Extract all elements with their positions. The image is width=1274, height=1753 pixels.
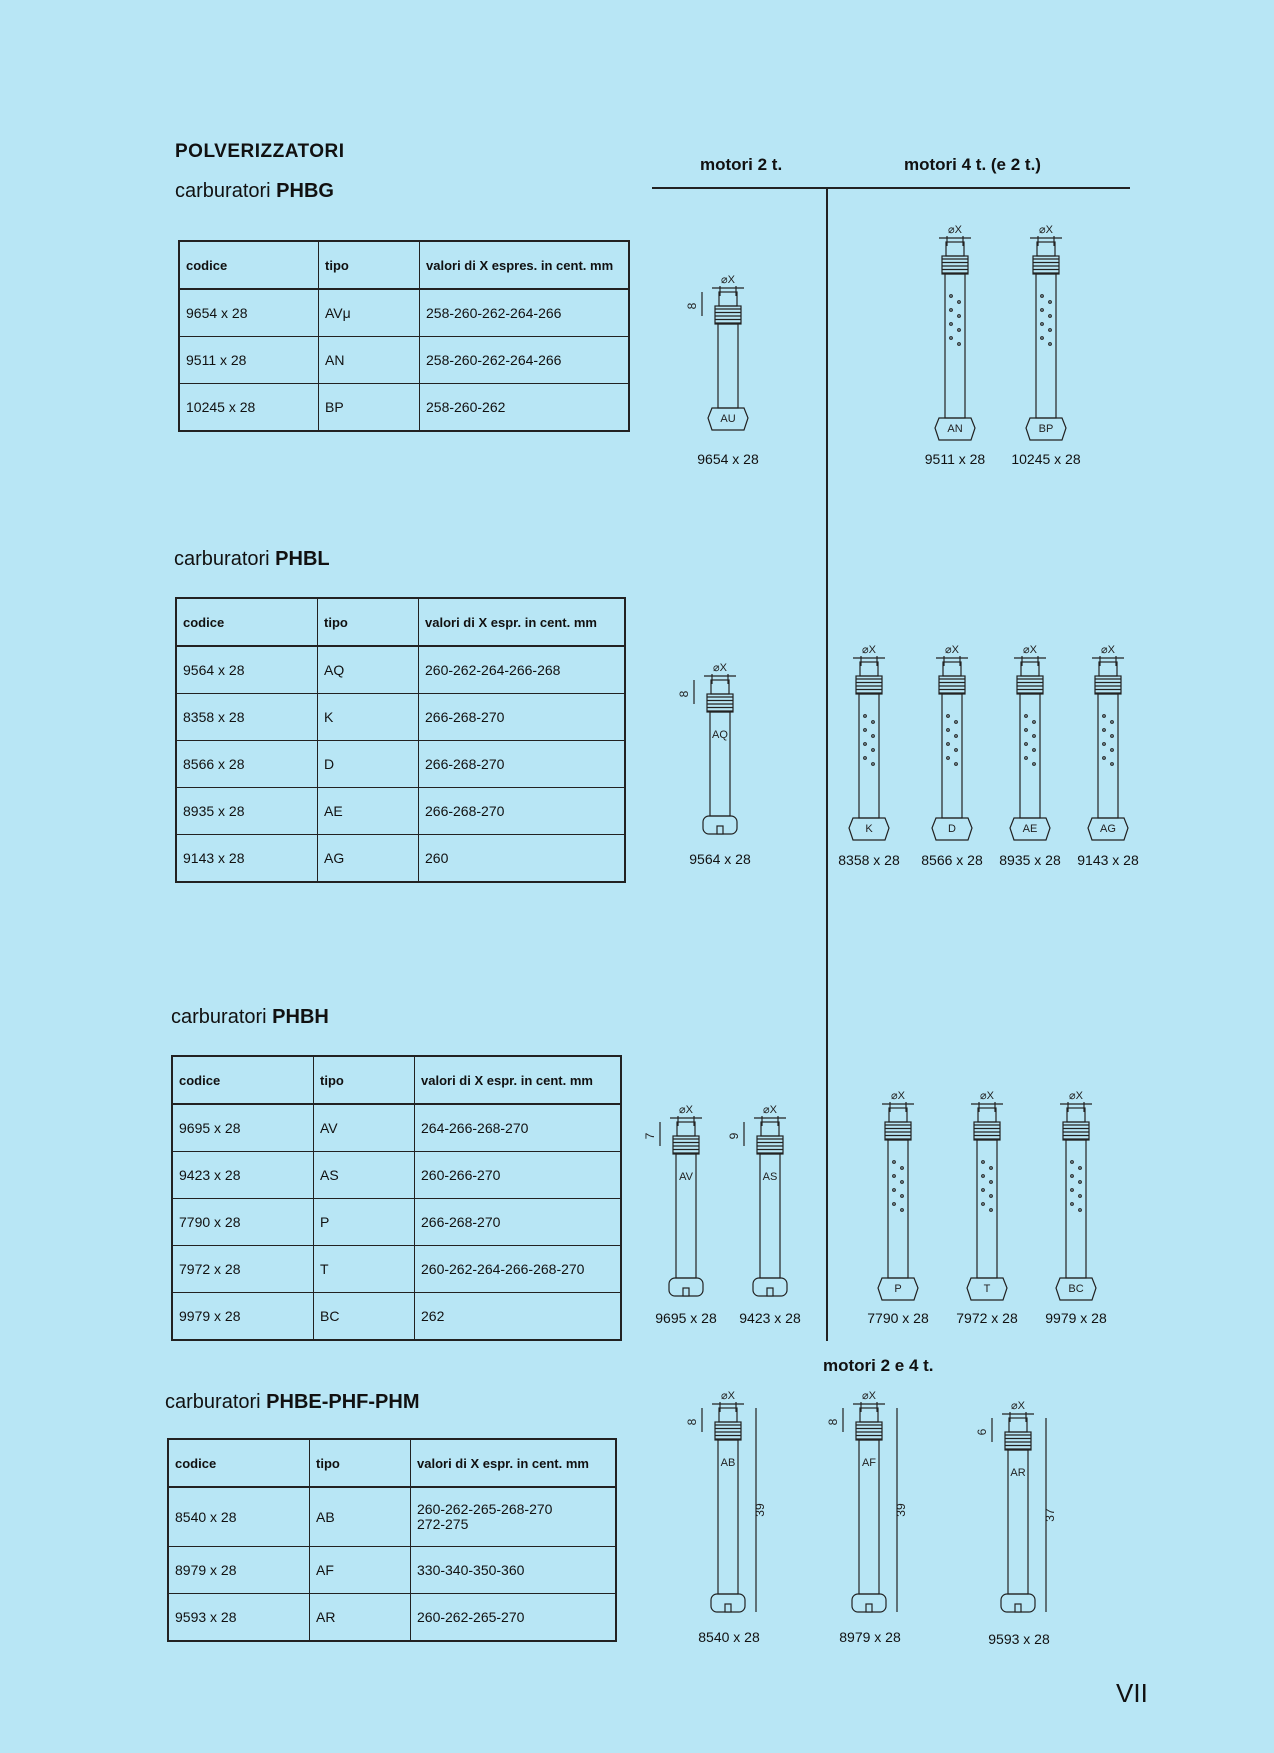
section-name: PHBE-PHF-PHM	[266, 1391, 420, 1413]
jet-drawing	[685, 270, 768, 450]
table-row	[168, 1547, 616, 1594]
dimension-label: 8	[685, 302, 699, 310]
table-row	[168, 1594, 616, 1642]
cell-valori: 258-260-262-264-266	[420, 289, 630, 337]
cell-tipo: AQ	[318, 646, 419, 694]
header-valori: valori di X espr. in cent. mm	[419, 598, 626, 646]
cell-tipo: T	[314, 1246, 415, 1293]
header-codice: codice	[176, 598, 318, 646]
figure-caption: 7790 x 28	[867, 1310, 929, 1326]
dimension-label: 9	[727, 1132, 741, 1140]
table-row	[172, 1199, 621, 1246]
jet-drawing	[1068, 640, 1148, 860]
jet-label: AV	[679, 1171, 693, 1183]
cell-tipo: AB	[310, 1487, 411, 1547]
section-prefix: carburatori	[175, 180, 271, 202]
figure-caption: 8566 x 28	[921, 852, 983, 868]
jet-label: AF	[861, 1457, 877, 1469]
cell-codice: 9423 x 28	[172, 1152, 314, 1199]
jet-drawing	[915, 220, 995, 460]
cell-codice: 9695 x 28	[172, 1104, 314, 1152]
cell-tipo: AR	[310, 1594, 411, 1642]
header-codice: codice	[168, 1439, 310, 1487]
diameter-symbol: ⌀X	[721, 1390, 735, 1402]
cell-valori: 266-268-270	[415, 1199, 622, 1246]
diameter-symbol: ⌀X	[1011, 1400, 1025, 1412]
jet-drawing	[826, 1386, 909, 1636]
table-phbl	[175, 597, 626, 883]
header-codice: codice	[172, 1056, 314, 1104]
cell-tipo: AF	[310, 1547, 411, 1594]
figure-caption: 9511 x 28	[924, 451, 986, 467]
jet-label: AB	[720, 1457, 736, 1469]
section-name: PHBG	[276, 180, 334, 202]
figure-caption: 8358 x 28	[838, 852, 900, 868]
diameter-symbol: ⌀X	[1101, 644, 1115, 656]
jet-label: P	[894, 1283, 902, 1295]
table-row	[179, 384, 629, 432]
cell-valori: 266-268-270	[419, 741, 626, 788]
dimension-label: 8	[826, 1418, 840, 1426]
jet-drawing	[858, 1086, 938, 1320]
jet-label: BP	[1038, 423, 1054, 435]
section-title-phbe	[165, 1391, 420, 1414]
cell-valori	[411, 1487, 617, 1547]
jet-label: AU	[720, 413, 736, 425]
cell-tipo: AS	[314, 1152, 415, 1199]
diameter-symbol: ⌀X	[721, 274, 735, 286]
table-header-row	[168, 1439, 616, 1487]
cell-codice: 8358 x 28	[176, 694, 318, 741]
diameter-symbol: ⌀X	[1039, 224, 1053, 236]
header-tipo: tipo	[310, 1439, 411, 1487]
cell-tipo: K	[318, 694, 419, 741]
figure-caption: 9423 x 28	[739, 1310, 801, 1326]
cell-tipo: D	[318, 741, 419, 788]
dimension-label: 8	[677, 690, 691, 698]
jet-drawing	[1006, 220, 1086, 460]
table-header-row	[172, 1056, 621, 1104]
diameter-symbol: ⌀X	[945, 644, 959, 656]
table-row	[172, 1293, 621, 1341]
figure-caption: 9695 x 28	[655, 1310, 717, 1326]
cell-tipo: BC	[314, 1293, 415, 1341]
cell-valori: 262	[421, 1308, 445, 1324]
header-valori: valori di X espr. in cent. mm	[415, 1056, 622, 1104]
jet-label: BC	[1068, 1283, 1084, 1295]
section-prefix: carburatori	[171, 1006, 267, 1028]
table-row	[176, 788, 625, 835]
diameter-symbol: ⌀X	[862, 1390, 876, 1402]
cell-valori: 330-340-350-360	[411, 1547, 617, 1594]
jet-drawing	[947, 1086, 1027, 1320]
cell-valori-line2: 272-275	[417, 1516, 469, 1532]
cell-valori: 264-266-268-270	[415, 1104, 622, 1152]
figure-caption: 10245 x 28	[1011, 451, 1081, 467]
jet-drawing	[829, 640, 909, 860]
column-header-2e4t: motori 2 e 4 t.	[823, 1356, 934, 1375]
section-prefix: carburatori	[165, 1391, 261, 1413]
length-label: 39	[753, 1503, 767, 1517]
table-row	[172, 1104, 621, 1152]
jet-drawing	[677, 658, 760, 858]
table-row	[179, 337, 629, 384]
cell-valori: 266-268-270	[419, 694, 626, 741]
cell-codice: 9593 x 28	[168, 1594, 310, 1642]
section-prefix: carburatori	[174, 548, 270, 570]
diameter-symbol: ⌀X	[980, 1090, 994, 1102]
cell-codice: 7972 x 28	[172, 1246, 314, 1293]
table-row	[172, 1246, 621, 1293]
jet-drawing	[990, 640, 1070, 860]
dimension-label: 7	[643, 1132, 657, 1140]
cell-codice: 9654 x 28	[179, 289, 319, 337]
cell-codice: 10245 x 28	[179, 384, 319, 432]
jet-label: K	[865, 823, 873, 835]
column-header-4t: motori 4 t. (e 2 t.)	[904, 155, 1041, 174]
page-number: VII	[1116, 1678, 1148, 1708]
diameter-symbol: ⌀X	[763, 1104, 777, 1116]
jet-label: T	[983, 1283, 991, 1295]
jet-drawing	[1036, 1086, 1116, 1320]
jet-drawing	[685, 1386, 768, 1636]
cell-tipo: BP	[319, 384, 420, 432]
diameter-symbol: ⌀X	[1069, 1090, 1083, 1102]
jet-drawing	[643, 1100, 726, 1320]
table-phbe	[167, 1438, 617, 1642]
cell-valori: 260-262-265-270	[417, 1609, 525, 1625]
jet-label: AN	[947, 423, 963, 435]
jet-drawing	[912, 640, 992, 860]
dimension-label: 8	[685, 1418, 699, 1426]
header-valori: valori di X espres. in cent. mm	[420, 241, 630, 289]
cell-tipo: AVμ	[319, 289, 420, 337]
header-tipo: tipo	[319, 241, 420, 289]
length-label: 39	[894, 1503, 908, 1517]
cell-tipo: AE	[318, 788, 419, 835]
header-tipo: tipo	[318, 598, 419, 646]
diameter-symbol: ⌀X	[862, 644, 876, 656]
section-name: PHBH	[272, 1006, 329, 1028]
cell-codice: 8935 x 28	[176, 788, 318, 835]
jet-label: AE	[1022, 823, 1038, 835]
figure-caption: 9593 x 28	[988, 1631, 1050, 1647]
section-name: PHBL	[275, 548, 330, 570]
page-title: POLVERIZZATORI	[175, 141, 345, 162]
table-row	[179, 289, 629, 337]
cell-tipo: AG	[318, 835, 419, 883]
section-title-phbl	[174, 548, 330, 571]
figure-caption: 9979 x 28	[1045, 1310, 1107, 1326]
table-row	[176, 646, 625, 694]
figure-caption: 8979 x 28	[839, 1629, 901, 1645]
table-row	[172, 1152, 621, 1199]
header-valori: valori di X espr. in cent. mm	[411, 1439, 617, 1487]
table-header-row	[176, 598, 625, 646]
cell-codice: 9564 x 28	[176, 646, 318, 694]
cell-codice: 9511 x 28	[179, 337, 319, 384]
cell-codice: 8540 x 28	[168, 1487, 310, 1547]
diameter-symbol: ⌀X	[1023, 644, 1037, 656]
figure-caption: 9143 x 28	[1077, 852, 1139, 868]
table-phbh	[171, 1055, 622, 1341]
jet-label: AR	[1010, 1467, 1026, 1479]
cell-valori-line1: 260-262-265-268-270	[417, 1501, 553, 1517]
table-row	[168, 1487, 616, 1547]
cell-valori: 260	[425, 850, 449, 866]
cell-tipo: AV	[314, 1104, 415, 1152]
table-row	[176, 694, 625, 741]
table-phbg	[178, 240, 630, 432]
header-codice: codice	[179, 241, 319, 289]
cell-valori: 260-262-264-266-268-270	[415, 1246, 622, 1293]
dimension-label: 6	[975, 1428, 989, 1436]
cell-codice: 9979 x 28	[172, 1293, 314, 1341]
figure-caption: 9564 x 28	[689, 851, 751, 867]
table-row	[176, 741, 625, 788]
cell-valori: 260-262-264-266-268	[419, 646, 626, 694]
diameter-symbol: ⌀X	[948, 224, 962, 236]
diameter-symbol: ⌀X	[713, 662, 727, 674]
table-row	[176, 835, 625, 883]
column-header-2t: motori 2 t.	[700, 155, 783, 174]
cell-codice: 7790 x 28	[172, 1199, 314, 1246]
figure-caption: 9654 x 28	[697, 451, 759, 467]
jet-label: AS	[762, 1171, 778, 1183]
section-title-phbh	[171, 1006, 329, 1029]
cell-valori: 260-266-270	[415, 1152, 622, 1199]
header-rule	[652, 187, 1130, 189]
jet-label: D	[948, 823, 956, 835]
cell-tipo: P	[314, 1199, 415, 1246]
jet-drawing	[727, 1100, 810, 1320]
figure-caption: 8935 x 28	[999, 852, 1061, 868]
diameter-symbol: ⌀X	[679, 1104, 693, 1116]
cell-valori: 258-260-262-264-266	[420, 337, 630, 384]
cell-valori: 258-260-262	[426, 399, 506, 415]
cell-codice: 8979 x 28	[168, 1547, 310, 1594]
column-divider	[826, 189, 828, 1341]
cell-codice: 9143 x 28	[176, 835, 318, 883]
length-label: 37	[1043, 1508, 1057, 1522]
jet-drawing	[975, 1396, 1058, 1636]
cell-tipo: AN	[319, 337, 420, 384]
jet-label: AQ	[712, 729, 728, 741]
table-header-row	[179, 241, 629, 289]
header-tipo: tipo	[314, 1056, 415, 1104]
diameter-symbol: ⌀X	[891, 1090, 905, 1102]
section-title-phbg	[175, 180, 334, 203]
jet-label: AG	[1100, 823, 1116, 835]
figure-caption: 7972 x 28	[956, 1310, 1018, 1326]
cell-valori: 266-268-270	[419, 788, 626, 835]
cell-codice: 8566 x 28	[176, 741, 318, 788]
figure-caption: 8540 x 28	[698, 1629, 760, 1645]
